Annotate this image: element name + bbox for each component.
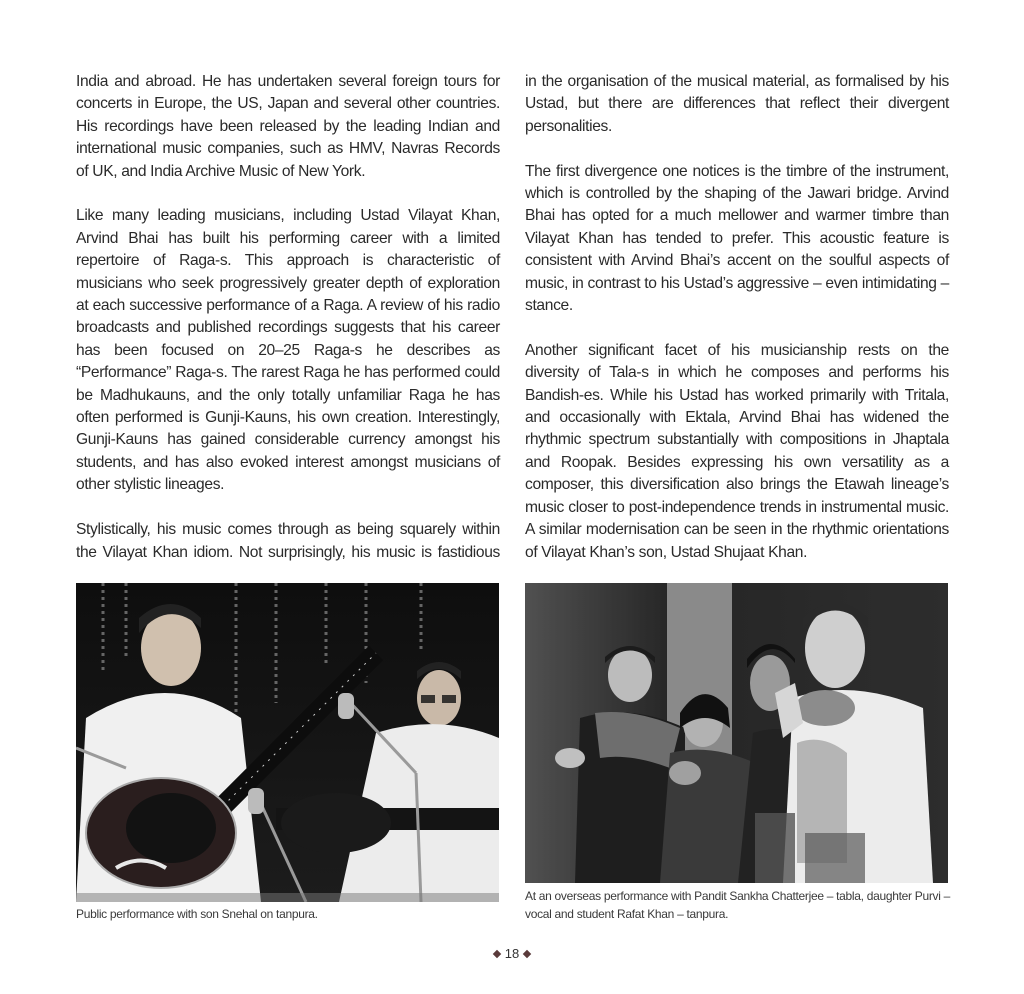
right-text-column [525, 71, 949, 586]
page-number: 18 [504, 946, 520, 961]
paragraph: Like many leading musicians, including Ustad Vilayat Khan, Arvind Bhai has built his performing career with a limited repertoire of Raga-s. This approach is characteristic of musicians who seek progressively greater depth of exploration at each successive performance of a Raga. A review of his radio broadcasts and published recordings suggests that his career has been focused on 20–25 Raga-s he describes as “Performance” Raga-s. The rarest Raga he has performed could be Madhukauns, and the only totally unfamiliar Raga he has often performed is Gunji-Kauns, his own creation. Interestingly, Gunji-Kauns has gained considerable currency amongst his students, and has also evoked interest amongst musicians of other stylistic lineages. [76, 207, 500, 494]
paragraph: India and abroad. He has undertaken several foreign tours for concerts in Europe, the US, Japan and several other countries. His recordings have been released by the leading Indian and international music companies, such as HMV, Navras Records of UK, and India Archive Music of New York. [76, 73, 500, 180]
page-number-footer [0, 946, 1024, 961]
paragraph: The first divergence one notices is the timbre of the instrument, which is controlled by the shaping of the Jawari bridge. Arvind Bhai has opted for a much mellower and warmer timbre than Vilayat Khan has tended to prefer. This acoustic feature is consistent with Arvind Bhai’s accent on the soulful aspects of music, in contrast to his Ustad’s aggressive – even intimidating – stance. [525, 162, 949, 315]
diamond-ornament-icon [523, 949, 531, 957]
paragraph: in the organisation of the musical material, as formalised by his Ustad, but there are differences that reflect their divergent personalities. [525, 73, 949, 135]
paragraph: Another significant facet of his musicianship rests on the diversity of Tala-s in which he composes and performs his Bandish-es. While his Ustad has worked primarily with Tritala, and occasionally with Ektala, Arvind Bhai has widened the rhythmic spectrum substantially with compositions in Jhaptala and Roopak. Besides expressing his own versatility as a composer, this diversification also brings the Etawah lineage’s music closer to post-independence trends in instrumental music. A similar modernisation can be seen in the rhythmic orientations of Vilayat Khan’s son, Ustad Shujaat Khan. [525, 341, 949, 561]
diamond-ornament-icon [493, 949, 501, 957]
photo-overseas-performance [525, 583, 948, 883]
photo-image [76, 583, 499, 902]
left-text-column [76, 71, 500, 586]
paragraph: Stylistically, his music comes through as being squarely within the Vilayat Khan idiom. Not surprisingly, his music is fastidious [76, 521, 500, 561]
photo-caption: At an overseas performance with Pandit Sankha Chatterjee – tabla, daughter Purvi – vocal and student Rafat Khan – tanpura. [525, 889, 950, 921]
photo-caption: Public performance with son Snehal on tanpura. [76, 907, 318, 921]
photo-image [525, 583, 948, 883]
photo-sitar-performance [76, 583, 499, 902]
